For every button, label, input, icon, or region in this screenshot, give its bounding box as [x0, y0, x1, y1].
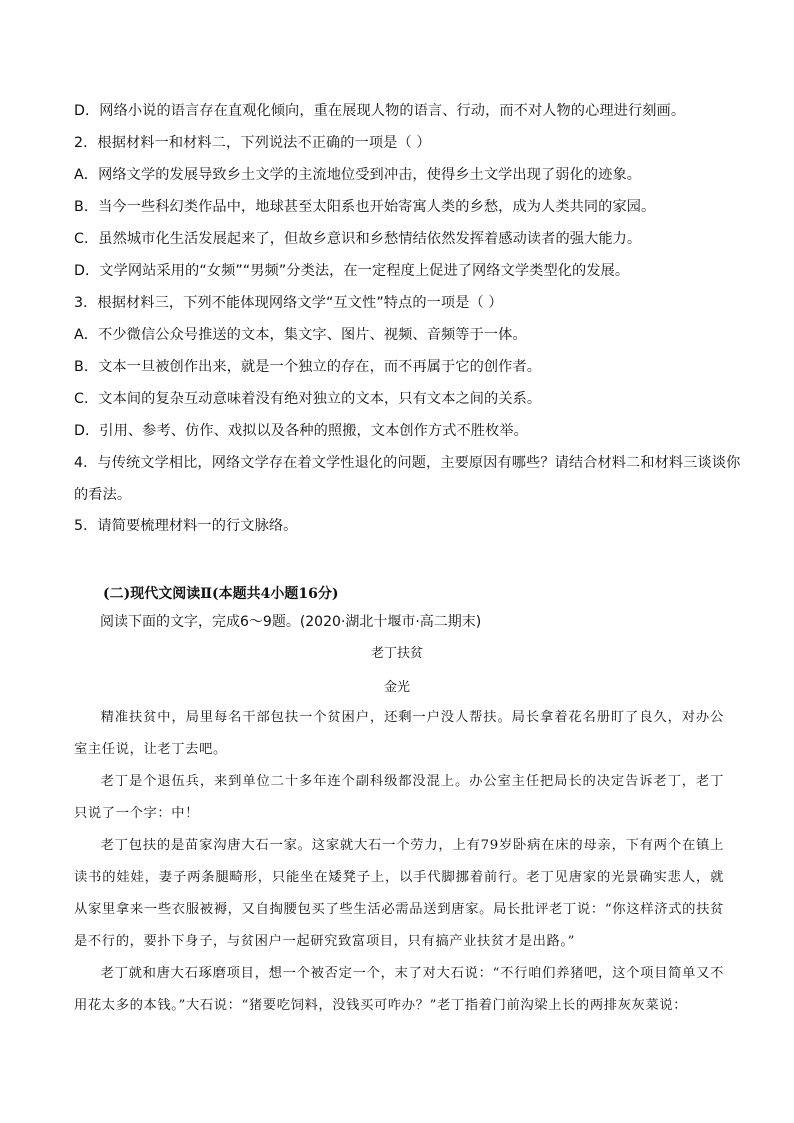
- option-line: B．当今一些科幻类作品中，地球甚至太阳系也开始寄寓人类的乡愁，成为人类共同的家园。: [74, 199, 656, 215]
- option-line: A．不少微信公众号推送的文本，集文字、图片、视频、音频等于一体。: [74, 327, 527, 343]
- story-paragraph: 老丁是个退伍兵，来到单位二十多年连个副科级都没混上。办公室主任把局长的决定告诉老丁，老丁只说了一个字：中！: [74, 774, 724, 821]
- section-title: (二)现代文阅读Ⅱ(本题共4小题16分): [103, 586, 339, 602]
- story-title: 老丁扶贫: [370, 646, 423, 661]
- option-line: C．虽然城市化生活发展起来了，但故乡意识和乡愁情结依然发挥着感动读者的强大能力。: [74, 231, 642, 247]
- story-body: [74, 702, 724, 1022]
- story-paragraph: 老丁就和唐大石琢磨项目，想一个被否定一个，末了对大石说：“不行咱们养猪吧，这个项目简单又不用花太多的本钱。”大石说：“猪要吃饲料，没钱买可咋办？”老丁指着门前沟梁上长的两排灰灰菜说：: [74, 966, 724, 1013]
- story-author: 金光: [383, 680, 410, 695]
- option-line: D．网络小说的语言存在直观化倾向，重在展现人物的语言、行动，而不对人物的心理进行刻画。: [74, 103, 686, 119]
- story-paragraph: 精准扶贫中，局里每名干部包扶一个贫困户，还剩一户没人帮扶。局长拿着花名册盯了良久，对办公室主任说，让老丁去吧。: [74, 710, 724, 757]
- option-line: C．文本间的复杂互动意味着没有绝对独立的文本，只有文本之间的关系。: [74, 391, 542, 407]
- option-line: D．引用、参考、仿作、戏拟以及各种的照搬，文本创作方式不胜枚举。: [74, 423, 528, 439]
- question-line-continued: 的看法。: [74, 487, 132, 503]
- question-line: 5．请简要梳理材料一的行文脉络。: [74, 518, 298, 534]
- story-paragraph: 老丁包扶的是苗家沟唐大石一家。这家就大石一个劳力，上有79岁卧病在床的母亲，下有两个在镇上读书的娃娃，妻子两条腿畸形，只能坐在矮凳子上，以手代脚挪着前行。老丁见唐家的光景确实悲人，就从家里拿来一些衣服被褥，又自掏腰包买了些生活必需品送到唐家。局长批评老丁说：“你这样济式的扶贫是不行的，要扑下身子，与贫困户一起研究致富项目，只有搞产业扶贫才是出路。”: [74, 838, 724, 949]
- option-line: D．文学网站采用的“女频”“男频”分类法，在一定程度上促进了网络文学类型化的发展。: [74, 263, 630, 279]
- section-intro: 阅读下面的文字，完成6～9题。(2020·湖北十堰市·高二期末): [100, 614, 482, 630]
- option-line: B．文本一旦被创作出来，就是一个独立的存在，而不再属于它的创作者。: [74, 359, 542, 375]
- question-line: 3．根据材料三，下列不能体现网络文学“互文性”特点的一项是（ ）: [74, 295, 503, 311]
- option-line: A．网络文学的发展导致乡土文学的主流地位受到冲击，使得乡土文学出现了弱化的迹象。: [74, 167, 642, 183]
- question-line: 2．根据材料一和材料二，下列说法不正确的一项是（ ）: [74, 135, 431, 151]
- question-line: 4．与传统文学相比，网络文学存在着文学性退化的问题，主要原因有哪些？请结合材料二和材料三谈谈你: [74, 455, 741, 471]
